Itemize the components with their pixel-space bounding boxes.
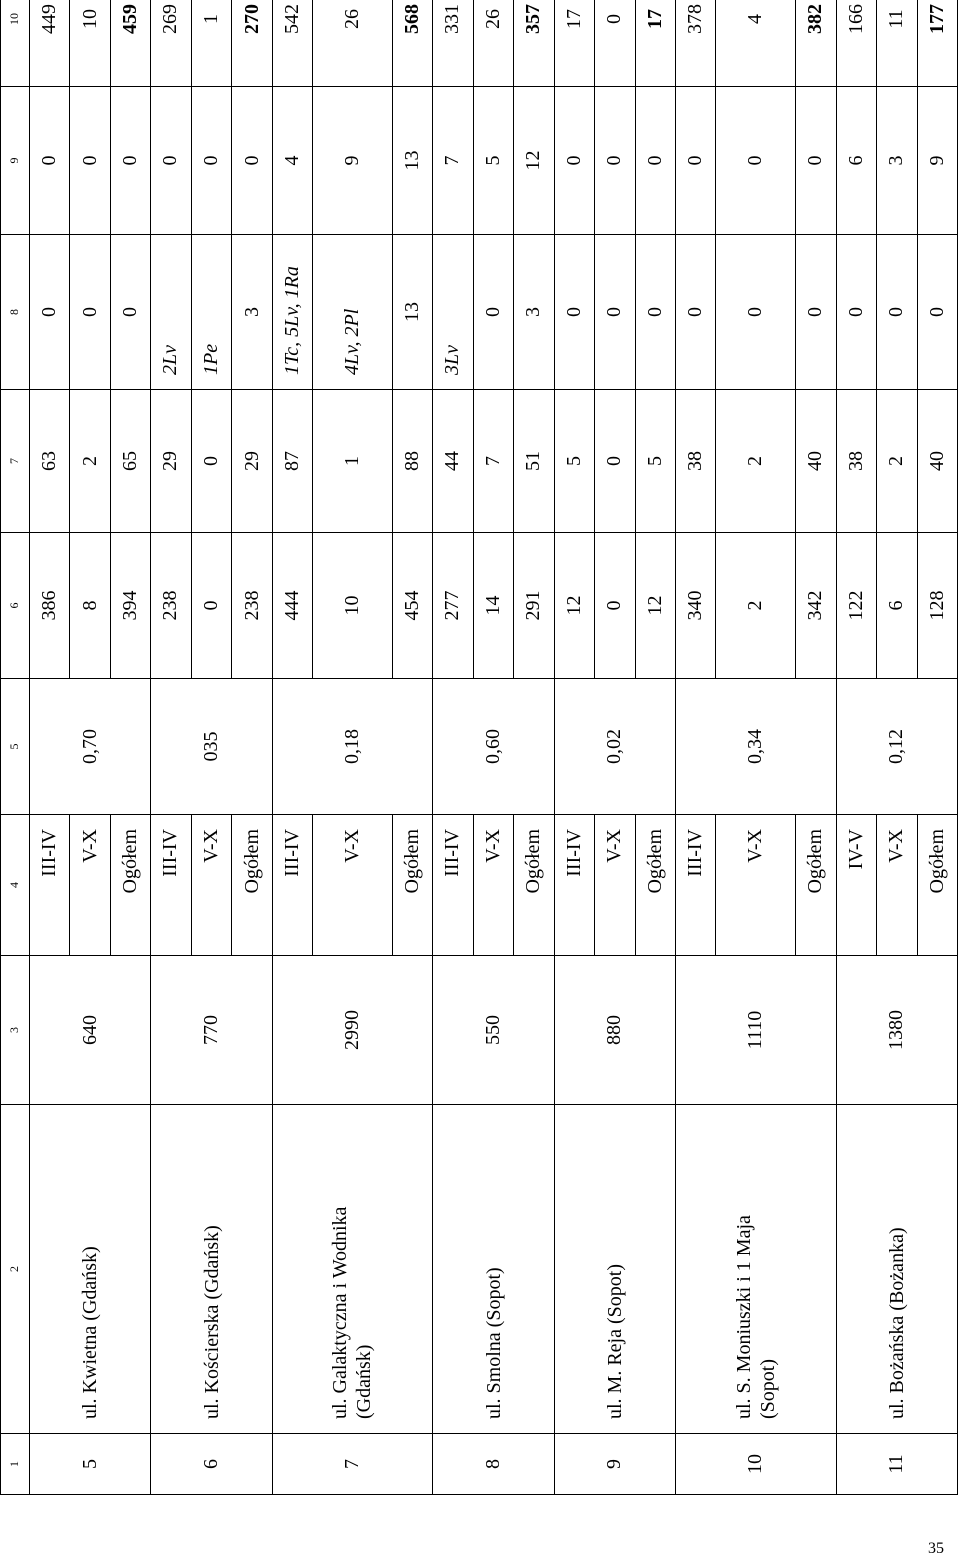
section-length [514,956,554,1105]
vehicle-class: Ogółem [514,815,554,956]
value-col7: 2 [70,390,111,533]
value-col7: 5 [554,390,594,533]
table-row [232,0,272,1495]
table-row [473,0,514,1495]
street-name [473,1105,514,1434]
section-length [30,956,70,1105]
value-col9: 0 [796,87,836,235]
value-col10: 1 [191,0,232,87]
vehicle-class: III-IV [151,815,191,956]
value-col6: 8 [70,533,111,679]
value-col6: 342 [796,533,836,679]
value-col6: 454 [393,533,433,679]
value-col6: 444 [272,533,312,679]
street-name [393,1105,433,1434]
coefficient: 0,12 [876,679,917,815]
value-col7: 63 [30,390,70,533]
section-length: 1110 [716,956,796,1105]
coefficient [554,679,594,815]
value-col10: 357 [514,0,554,87]
table-row [433,0,473,1495]
value-col9: 9 [312,87,392,235]
value-col8: 3Lv [433,235,473,390]
value-col8: 0 [836,235,876,390]
value-col8: 4Lv, 2Pl [312,235,392,390]
value-col8: 0 [554,235,594,390]
value-col7: 0 [594,390,635,533]
lp-number [917,1434,957,1495]
value-col7: 51 [514,390,554,533]
value-col10: 459 [111,0,151,87]
table-row [30,0,70,1495]
street-name-line: ul. S. Moniuszki i 1 Maja [732,1215,755,1419]
section-length [675,956,715,1105]
street-name-line: ul. Kwietna (Gdańsk) [79,1246,102,1419]
vehicle-class: IV-V [836,815,876,956]
street-name-line: ul. Smolna (Sopot) [482,1267,505,1419]
section-length [796,956,836,1105]
value-col8: 0 [917,235,957,390]
value-col8: 0 [675,235,715,390]
value-col6: 277 [433,533,473,679]
column-number: 4 [1,815,30,956]
value-col6: 12 [554,533,594,679]
street-name [151,1105,191,1434]
section-length: 770 [191,956,232,1105]
value-col8: 1Pe [191,235,232,390]
coefficient: 035 [191,679,232,815]
section-length [111,956,151,1105]
column-number: 8 [1,235,30,390]
value-col10: 270 [232,0,272,87]
value-col8: 1Tc, 5Lv, 1Ra [272,235,312,390]
value-col10: 166 [836,0,876,87]
value-col9: 0 [111,87,151,235]
street-name-line: ul. Bożańska (Bożanka) [885,1227,908,1419]
section-length [635,956,675,1105]
table-row [716,0,796,1495]
section-length [232,956,272,1105]
value-col6: 238 [151,533,191,679]
street-name [675,1105,715,1434]
lp-number [675,1434,715,1495]
value-col7: 0 [191,390,232,533]
column-number: 2 [1,1105,30,1434]
lp-number [635,1434,675,1495]
value-col10: 269 [151,0,191,87]
street-name [30,1105,70,1434]
coefficient [917,679,957,815]
street-name [594,1105,635,1434]
value-col7: 29 [232,390,272,533]
column-number: 1 [1,1434,30,1495]
column-number-row [1,0,30,1495]
street-name [232,1105,272,1434]
value-col6: 14 [473,533,514,679]
coefficient [232,679,272,815]
lp-number: 11 [876,1434,917,1495]
street-name [514,1105,554,1434]
value-col7: 40 [796,390,836,533]
value-col6: 6 [876,533,917,679]
value-col8: 0 [796,235,836,390]
value-col7: 87 [272,390,312,533]
street-name-line: (Gdańsk) [353,1344,376,1419]
lp-number [232,1434,272,1495]
table-row [675,0,715,1495]
value-col6: 291 [514,533,554,679]
table-row [554,0,594,1495]
table-row [272,0,312,1495]
section-length [393,956,433,1105]
lp-number [433,1434,473,1495]
street-name-line: (Sopot) [756,1359,779,1419]
coefficient [30,679,70,815]
value-col10: 542 [272,0,312,87]
value-col10: 17 [635,0,675,87]
value-col6: 2 [716,533,796,679]
lp-number [272,1434,312,1495]
value-col10: 10 [70,0,111,87]
vehicle-class: III-IV [30,815,70,956]
section-length [151,956,191,1105]
vehicle-class: III-IV [675,815,715,956]
table-row [594,0,635,1495]
value-col7: 88 [393,390,433,533]
coefficient: 0,60 [473,679,514,815]
value-col9: 0 [151,87,191,235]
value-col10: 177 [917,0,957,87]
table-row [514,0,554,1495]
value-col6: 238 [232,533,272,679]
lp-number [554,1434,594,1495]
value-col7: 5 [635,390,675,533]
lp-number: 6 [191,1434,232,1495]
value-col6: 12 [635,533,675,679]
street-name-line: ul. Galaktyczna i Wodnika [329,1206,352,1419]
coefficient: 0,70 [70,679,111,815]
vehicle-class: V-X [876,815,917,956]
value-col8: 0 [876,235,917,390]
value-col9: 0 [191,87,232,235]
value-col10: 26 [473,0,514,87]
value-col6: 340 [675,533,715,679]
vehicle-class: Ogółem [635,815,675,956]
value-col6: 0 [594,533,635,679]
column-number: 3 [1,956,30,1105]
vehicle-class: III-IV [433,815,473,956]
value-col8: 0 [635,235,675,390]
vehicle-class: V-X [716,815,796,956]
column-number: 7 [1,390,30,533]
value-col10: 26 [312,0,392,87]
value-col8: 3 [232,235,272,390]
vehicle-class: V-X [473,815,514,956]
value-col10: 331 [433,0,473,87]
table-row [796,0,836,1495]
table-row [876,0,917,1495]
value-col9: 6 [836,87,876,235]
vehicle-class: Ogółem [111,815,151,956]
street-name [191,1105,232,1434]
lp-number: 9 [594,1434,635,1495]
section-length [272,956,312,1105]
vehicle-class: Ogółem [393,815,433,956]
street-name-line: ul. M. Reja (Sopot) [603,1264,626,1419]
vehicle-class: Ogółem [917,815,957,956]
column-number: 10 [1,0,30,87]
lp-number [111,1434,151,1495]
table-row [191,0,232,1495]
coefficient: 0,02 [594,679,635,815]
vehicle-class: Ogółem [232,815,272,956]
table-row [70,0,111,1495]
column-number: 5 [1,679,30,815]
table-row [917,0,957,1495]
value-col8: 0 [716,235,796,390]
section-length [433,956,473,1105]
value-col7: 2 [876,390,917,533]
section-length [554,956,594,1105]
value-col10: 0 [594,0,635,87]
lp-number [151,1434,191,1495]
street-name [917,1105,957,1434]
value-col7: 65 [111,390,151,533]
lp-number [836,1434,876,1495]
coefficient [635,679,675,815]
value-col6: 0 [191,533,232,679]
value-col8: 0 [70,235,111,390]
coefficient [796,679,836,815]
value-col7: 38 [675,390,715,533]
coefficient [111,679,151,815]
value-col7: 29 [151,390,191,533]
coefficient [151,679,191,815]
section-length: 880 [594,956,635,1105]
value-col8: 0 [594,235,635,390]
street-name-line: ul. Kościerska (Gdańsk) [200,1225,223,1419]
table-row [393,0,433,1495]
table-row [151,0,191,1495]
value-col10: 382 [796,0,836,87]
value-col10: 11 [876,0,917,87]
value-col9: 12 [514,87,554,235]
value-col9: 5 [473,87,514,235]
coefficient [836,679,876,815]
value-col9: 0 [554,87,594,235]
value-col6: 386 [30,533,70,679]
vehicle-class: V-X [594,815,635,956]
value-col6: 122 [836,533,876,679]
street-name [635,1105,675,1434]
lp-number: 7 [312,1434,392,1495]
section-length: 550 [473,956,514,1105]
coefficient [433,679,473,815]
value-col7: 7 [473,390,514,533]
street-name [836,1105,876,1434]
value-col8: 0 [473,235,514,390]
vehicle-class: V-X [312,815,392,956]
column-number: 6 [1,533,30,679]
value-col8: 0 [30,235,70,390]
page-number: 35 [928,1540,944,1557]
value-col9: 13 [393,87,433,235]
lp-number [30,1434,70,1495]
vehicle-class: III-IV [554,815,594,956]
street-name [716,1105,796,1434]
value-col9: 4 [272,87,312,235]
value-col6: 394 [111,533,151,679]
value-col6: 10 [312,533,392,679]
column-number: 9 [1,87,30,235]
lp-number: 5 [70,1434,111,1495]
table-row [836,0,876,1495]
street-name [312,1105,392,1434]
value-col8: 3 [514,235,554,390]
value-col8: 0 [111,235,151,390]
street-name [876,1105,917,1434]
section-length: 2990 [312,956,392,1105]
value-col10: 17 [554,0,594,87]
value-col7: 1 [312,390,392,533]
value-col10: 378 [675,0,715,87]
value-col9: 0 [635,87,675,235]
value-col9: 3 [876,87,917,235]
section-length [836,956,876,1105]
value-col7: 38 [836,390,876,533]
value-col7: 2 [716,390,796,533]
coefficient [675,679,715,815]
value-col8: 13 [393,235,433,390]
value-col7: 40 [917,390,957,533]
coefficient [393,679,433,815]
table-row [111,0,151,1495]
value-col9: 7 [433,87,473,235]
coefficient: 0,18 [312,679,392,815]
street-name [272,1105,312,1434]
lp-number [514,1434,554,1495]
lp-number: 10 [716,1434,796,1495]
street-name [111,1105,151,1434]
value-col8: 2Lv [151,235,191,390]
coefficient [514,679,554,815]
section-length [917,956,957,1105]
vehicle-class: Ogółem [796,815,836,956]
street-name [554,1105,594,1434]
value-col9: 0 [232,87,272,235]
coefficient [272,679,312,815]
value-col6: 128 [917,533,957,679]
value-col9: 0 [594,87,635,235]
value-col10: 568 [393,0,433,87]
value-col9: 0 [70,87,111,235]
value-col9: 0 [675,87,715,235]
lp-number: 8 [473,1434,514,1495]
street-name [70,1105,111,1434]
value-col10: 449 [30,0,70,87]
street-name [433,1105,473,1434]
table-row [312,0,392,1495]
lp-number [393,1434,433,1495]
value-col9: 9 [917,87,957,235]
section-length: 640 [70,956,111,1105]
value-col7: 44 [433,390,473,533]
value-col9: 0 [716,87,796,235]
lp-number [796,1434,836,1495]
vehicle-class: V-X [191,815,232,956]
coefficient: 0,34 [716,679,796,815]
vehicle-class: III-IV [272,815,312,956]
street-name [796,1105,836,1434]
table-row [635,0,675,1495]
value-col10: 4 [716,0,796,87]
vehicle-class: V-X [70,815,111,956]
value-col9: 0 [30,87,70,235]
section-length: 1380 [876,956,917,1105]
